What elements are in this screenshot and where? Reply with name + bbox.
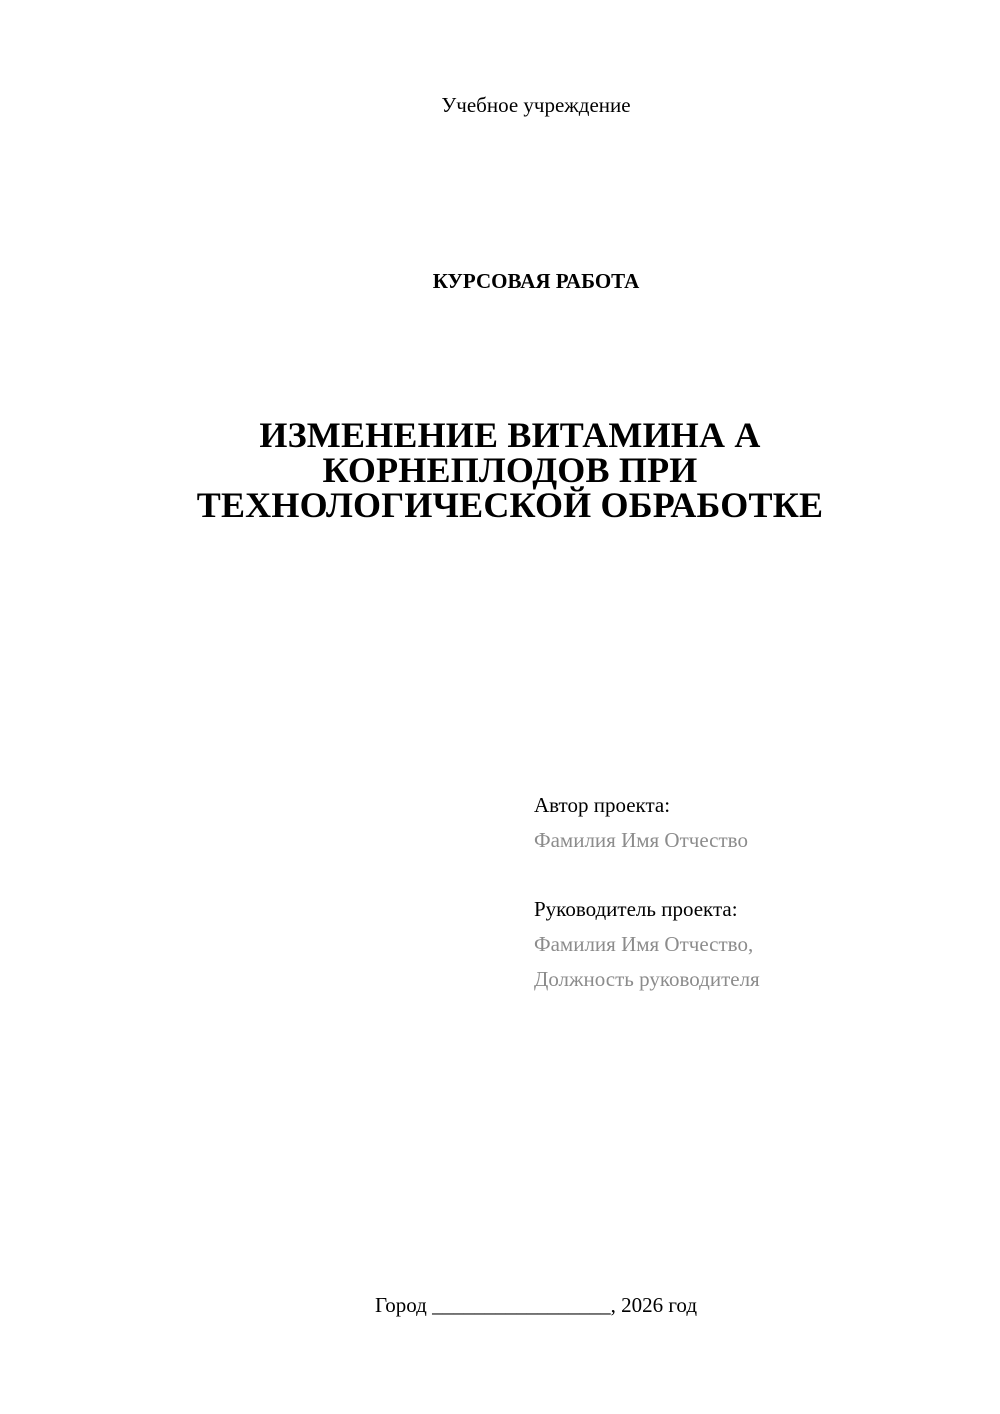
author-name: Фамилия Имя Отчество: [534, 828, 748, 852]
supervisor-label: Руководитель проекта:: [534, 897, 738, 921]
document-title: [150, 415, 870, 525]
title-line-1: ИЗМЕНЕНИЕ ВИТАМИНА А: [259, 415, 761, 455]
project-people-block: [534, 788, 760, 997]
title-line-3: ТЕХНОЛОГИЧЕСКОЙ ОБРАБОТКЕ: [196, 485, 824, 525]
work-type-heading: КУРСОВАЯ РАБОТА: [432, 269, 640, 293]
supervisor-name: Фамилия Имя Отчество,: [534, 932, 754, 956]
institution-name: Учебное учреждение: [441, 93, 631, 117]
supervisor-position: Должность руководителя: [534, 967, 760, 991]
author-label: Автор проекта:: [534, 793, 671, 817]
people-spacer: [534, 858, 760, 892]
title-line-2: КОРНЕПЛОДОВ ПРИ: [322, 450, 698, 490]
city-year-line: Город _________________, 2026 год: [374, 1293, 698, 1317]
